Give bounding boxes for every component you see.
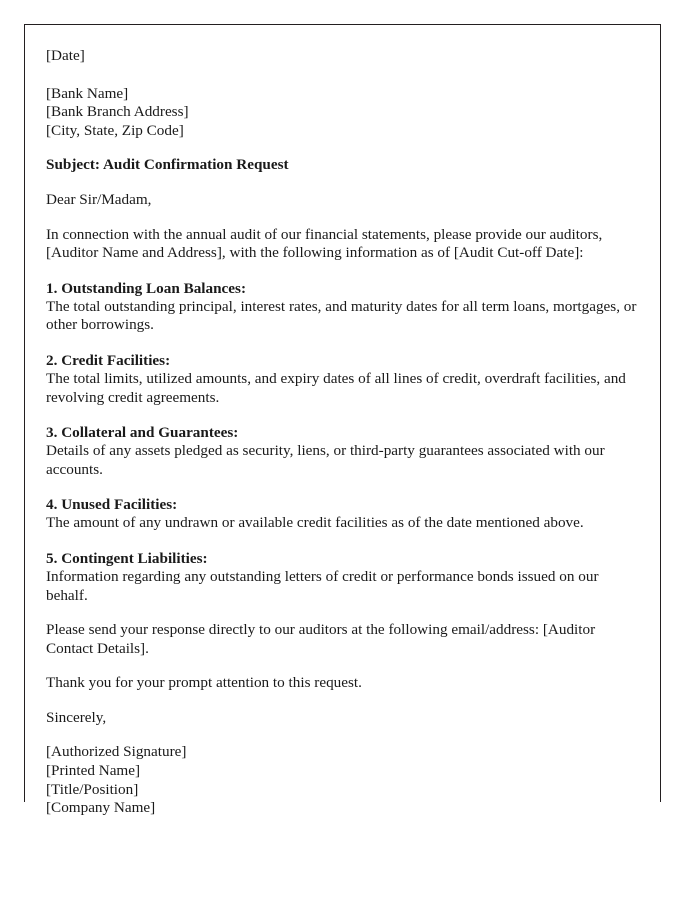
spacer bbox=[46, 533, 638, 549]
spacer bbox=[46, 335, 638, 351]
section-body-3: Details of any assets pledged as security, liens, or third-party guarantees associated with our accounts. bbox=[46, 442, 605, 478]
section-heading-3: 3. Collateral and Guarantees: bbox=[46, 424, 239, 442]
signature-authorized-signature: [Authorized Signature] bbox=[46, 743, 187, 761]
spacer bbox=[46, 727, 638, 743]
subject-line: Subject: Audit Confirmation Request bbox=[46, 156, 289, 174]
section-body-4: The amount of any undrawn or available credit facilities as of the date mentioned above. bbox=[46, 514, 584, 532]
spacer bbox=[46, 658, 638, 674]
section-body-2: The total limits, utilized amounts, and expiry dates of all lines of credit, overdraft facilities, and revolving credit agreements. bbox=[46, 369, 626, 406]
salutation: Dear Sir/Madam, bbox=[46, 190, 152, 208]
section-heading-4: 4. Unused Facilities: bbox=[46, 496, 178, 514]
section-heading-1: 1. Outstanding Loan Balances: bbox=[46, 279, 247, 297]
closing-line: Sincerely, bbox=[46, 708, 107, 726]
section-heading-2: 2. Credit Facilities: bbox=[46, 351, 171, 369]
spacer bbox=[46, 175, 638, 191]
spacer bbox=[46, 263, 638, 279]
response-instruction: Please send your response directly to our auditors at the following email/address: [Auditor Contact Details]. bbox=[46, 621, 596, 657]
recipient-bank-name: [Bank Name] bbox=[46, 84, 129, 102]
spacer bbox=[46, 693, 638, 709]
date-placeholder: [Date] bbox=[46, 47, 85, 64]
document-sheet bbox=[24, 24, 661, 817]
spacer bbox=[46, 479, 638, 495]
section-body-5: Information regarding any outstanding letters of credit or performance bonds issued on our behalf. bbox=[46, 567, 599, 604]
spacer bbox=[46, 210, 638, 226]
intro-paragraph: In connection with the annual audit of our financial statements, please provide our auditors, [Auditor Name and Address], with the following information as of [Audit Cut-off Date]: bbox=[46, 225, 603, 262]
signature-title-position: [Title/Position] bbox=[46, 780, 139, 798]
spacer bbox=[46, 605, 638, 621]
section-heading-5: 5. Contingent Liabilities: bbox=[46, 549, 208, 567]
spacer bbox=[46, 407, 638, 423]
recipient-branch-address: [Bank Branch Address] bbox=[46, 103, 189, 121]
signature-printed-name: [Printed Name] bbox=[46, 762, 141, 780]
section-body-1: The total outstanding principal, interest rates, and maturity dates for all term loans, mortgages, or other borrowings. bbox=[46, 297, 637, 334]
document-body bbox=[46, 47, 638, 818]
spacer bbox=[46, 140, 638, 156]
thanks-line: Thank you for your prompt attention to this request. bbox=[46, 674, 362, 692]
spacer bbox=[46, 66, 638, 85]
recipient-city-state-zip: [City, State, Zip Code] bbox=[46, 121, 184, 139]
signature-company-name: [Company Name] bbox=[46, 799, 156, 817]
